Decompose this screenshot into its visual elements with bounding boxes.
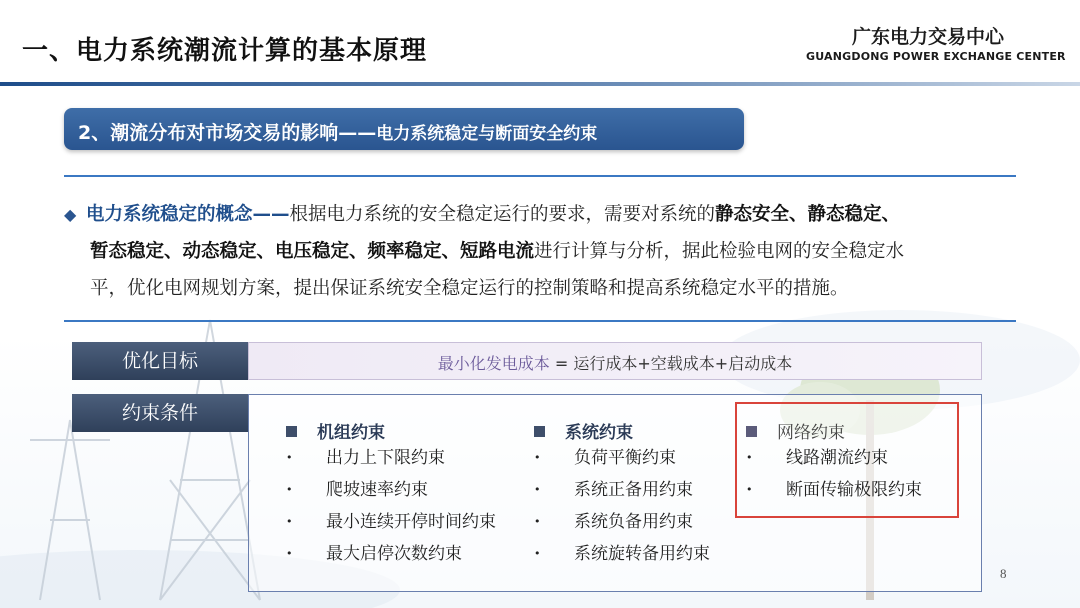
list-item-text: 系统旋转备用约束 <box>574 544 710 564</box>
column-title: 系统约束 <box>565 423 633 443</box>
network-constraint-highlight-box <box>735 402 959 518</box>
concept-term: 电力系统稳定的概念—— <box>86 204 290 225</box>
list-item-text: 最小连续开停时间约束 <box>326 512 496 532</box>
list-item-text: 断面传输极限约束 <box>786 480 922 500</box>
section-banner-main: 2、潮流分布对市场交易的影响—— <box>78 122 377 144</box>
section-banner-sub: 电力系统稳定与断面安全约束 <box>376 124 598 144</box>
bullet-icon: • <box>286 547 293 560</box>
bullet-icon: • <box>286 515 293 528</box>
divider-top <box>64 175 1016 177</box>
constraints-label: 约束条件 <box>72 394 248 432</box>
header-divider <box>0 82 1080 86</box>
concept-text-3: 平，优化电网规划方案，提出保证系统安全稳定运行的控制策略和提高系统稳定水平的措施。 <box>90 278 849 299</box>
list-item <box>286 474 496 506</box>
optimization-formula <box>249 351 981 374</box>
organization-name-en: GUANGDONG POWER EXCHANGE CENTER <box>806 50 1066 63</box>
page-number: 8 <box>1000 566 1007 581</box>
list-item-text: 系统正备用约束 <box>574 480 693 500</box>
optimization-formula-box <box>248 342 982 380</box>
diamond-bullet-icon: ◆ <box>64 205 77 224</box>
list-item <box>286 506 496 538</box>
concept-text-2: 进行计算与分析，据此检验电网的安全稳定水 <box>534 241 905 262</box>
list-item-text: 系统负备用约束 <box>574 512 693 532</box>
bullet-icon: • <box>746 483 753 496</box>
formula-objective: 最小化发电成本 <box>437 354 550 373</box>
list-item <box>534 442 710 474</box>
bullet-icon: • <box>534 515 541 528</box>
bullet-icon: • <box>286 483 293 496</box>
list-item-text: 最大启停次数约束 <box>326 544 462 564</box>
concept-paragraph <box>64 196 1024 307</box>
page-title: 一、电力系统潮流计算的基本原理 <box>22 36 428 66</box>
concept-bold-2: 暂态稳定、动态稳定、电压稳定、频率稳定、短路电流 <box>90 241 535 262</box>
constraint-column-system <box>534 418 710 570</box>
list-item <box>534 538 710 570</box>
organization-name-cn: 广东电力交易中心 <box>852 26 1005 48</box>
list-item <box>534 474 710 506</box>
list-item-text: 爬坡速率约束 <box>326 480 428 500</box>
column-title: 网络约束 <box>777 423 845 443</box>
bullet-icon: • <box>286 451 293 464</box>
section-banner <box>64 108 744 150</box>
list-item <box>286 538 496 570</box>
bullet-icon: • <box>534 547 541 560</box>
constraint-column-unit <box>286 418 496 570</box>
concept-bold-1: 静态安全、静态稳定、 <box>715 204 901 225</box>
list-item-text: 负荷平衡约束 <box>574 448 676 468</box>
list-item <box>534 506 710 538</box>
list-item-text: 线路潮流约束 <box>786 448 888 468</box>
list-item <box>286 442 496 474</box>
square-bullet-icon <box>286 426 297 437</box>
column-title: 机组约束 <box>317 423 385 443</box>
section-banner-text <box>78 118 597 145</box>
concept-text-1: 根据电力系统的安全稳定运行的要求，需要对系统的 <box>289 204 716 225</box>
optimization-label: 优化目标 <box>72 342 248 380</box>
divider-bottom <box>64 320 1016 322</box>
bullet-icon: • <box>534 483 541 496</box>
bullet-icon: • <box>534 451 541 464</box>
formula-terms: = 运行成本+空载成本+启动成本 <box>549 354 793 373</box>
bullet-icon: • <box>746 451 753 464</box>
list-item-text: 出力上下限约束 <box>326 448 445 468</box>
square-bullet-icon <box>534 426 545 437</box>
